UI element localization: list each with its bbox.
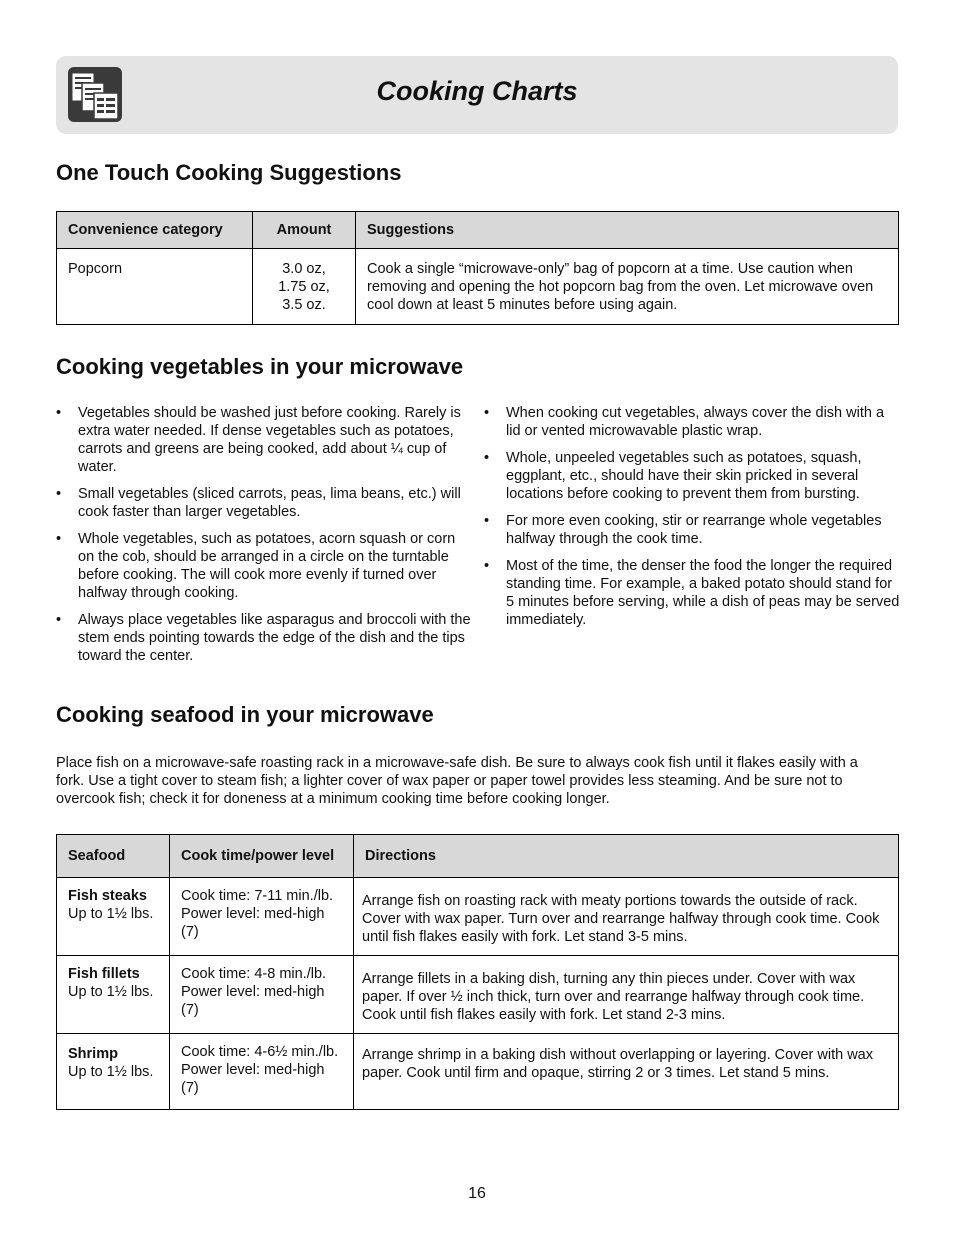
list-item: • Always place vegetables like asparagus and broccoli with the stem ends pointing towards the edge of the dish and the tips toward the center. [56,611,472,665]
table-row [57,249,899,325]
cook-time-cell [170,1034,354,1110]
seafood-intro: Place fish on a microwave-safe roasting rack in a microwave-safe dish. Be sure to always cook fish until it flakes easily with a fork. Use a tight cover to steam fish; a lighter cover of wax paper or paper towel provides less steaming. And be sure not to overcook fish; check it for doneness at a minimum cooking time before cooking longer. [56,755,858,807]
seafood-amount: Up to 1½ lbs. [68,906,154,922]
list-item: • For more even cooking, stir or rearrange whole vegetables halfway through the cook time. [484,512,900,548]
column-header: Cook time/power level [170,835,354,878]
list-item: • Whole vegetables, such as potatoes, acorn squash or corn on the cob, should be arranged in a circle on the turntable before cooking. The will cook more evenly if turned over halfway through cooking. [56,530,472,602]
column-header: Convenience category [57,212,253,249]
cook-time: Cook time: 4-6½ min./lb. [181,1044,339,1060]
seafood-cell [57,1034,170,1110]
directions-cell: Arrange fillets in a baking dish, turning any thin pieces under. Cover with wax paper. If over ½ inch thick, turn over and rearrange halfway through cook time. Cook until fish flakes easily with fork. Let stand 2-3 mins. [354,956,899,1034]
column-header: Seafood [57,835,170,878]
cook-time: Cook time: 4-8 min./lb. [181,966,327,982]
page-number: 16 [468,1185,486,1202]
seafood-cell [57,878,170,956]
seafood-amount: Up to 1½ lbs. [68,984,154,1000]
amount-line: 1.75 oz, [278,279,330,295]
power-level: Power level: med-high (7) [181,1062,325,1096]
amount-line: 3.0 oz, [282,261,326,277]
column-header: Directions [354,835,899,878]
seafood-title: Cooking seafood in your microwave [56,702,434,727]
table-row [57,956,899,1034]
table-header-row [57,212,899,249]
amount-line: 3.5 oz. [282,297,326,313]
seafood-cell [57,956,170,1034]
vegetables-list-right [484,404,900,638]
list-item: • When cooking cut vegetables, always cover the dish with a lid or vented microwavable plastic wrap. [484,404,900,440]
column-header: Amount [253,212,356,249]
seafood-name: Fish steaks [68,888,147,904]
vegetables-title: Cooking vegetables in your microwave [56,354,464,379]
vegetables-list-left [56,404,472,674]
power-level: Power level: med-high (7) [181,984,325,1018]
category-cell: Popcorn [57,249,253,325]
directions-cell: Arrange fish on roasting rack with meaty portions towards the outside of rack. Cover with wax paper. Turn over and rearrange halfway through cook time. Cook until fish flakes easily with fork. Let stand 3-5 mins. [354,878,899,956]
list-item: • Most of the time, the denser the food the longer the required standing time. For example, a baked potato should stand for 5 minutes before serving, while a dish of peas may be served immediately. [484,557,900,629]
seafood-name: Shrimp [68,1046,118,1062]
table-row [57,1034,899,1110]
page-header [56,56,898,134]
list-item: • Vegetables should be washed just before cooking. Rarely is extra water needed. If dense vegetables such as potatoes, carrots and greens are being cooked, add about ¼ cup of water. [56,404,472,476]
page-title: Cooking Charts [376,76,578,106]
seafood-table [56,834,899,1110]
table-header-row [57,835,899,878]
cook-time: Cook time: 7-11 min./lb. [181,888,334,904]
power-level: Power level: med-high (7) [181,906,325,940]
list-item: • Small vegetables (sliced carrots, peas, lima beans, etc.) will cook faster than larger vegetables. [56,485,472,521]
one-touch-table [56,211,899,325]
column-header: Suggestions [356,212,899,249]
table-row [57,878,899,956]
one-touch-title: One Touch Cooking Suggestions [56,160,402,185]
cook-time-cell [170,956,354,1034]
cook-time-cell [170,878,354,956]
list-item: • Whole, unpeeled vegetables such as potatoes, squash, eggplant, etc., should have their skin pricked in several locations before cooking to prevent them from bursting. [484,449,900,503]
amount-cell [253,249,356,325]
suggestion-cell: Cook a single “microwave-only” bag of popcorn at a time. Use caution when removing and opening the hot popcorn bag from the oven. Let microwave oven cool down at least 5 minutes before using again. [356,249,899,325]
seafood-amount: Up to 1½ lbs. [68,1064,154,1080]
seafood-name: Fish fillets [68,966,140,982]
directions-cell: Arrange shrimp in a baking dish without overlapping or layering. Cover with wax paper. Cook until firm and opaque, stirring 2 or 3 times. Let stand 5 mins. [354,1034,899,1110]
